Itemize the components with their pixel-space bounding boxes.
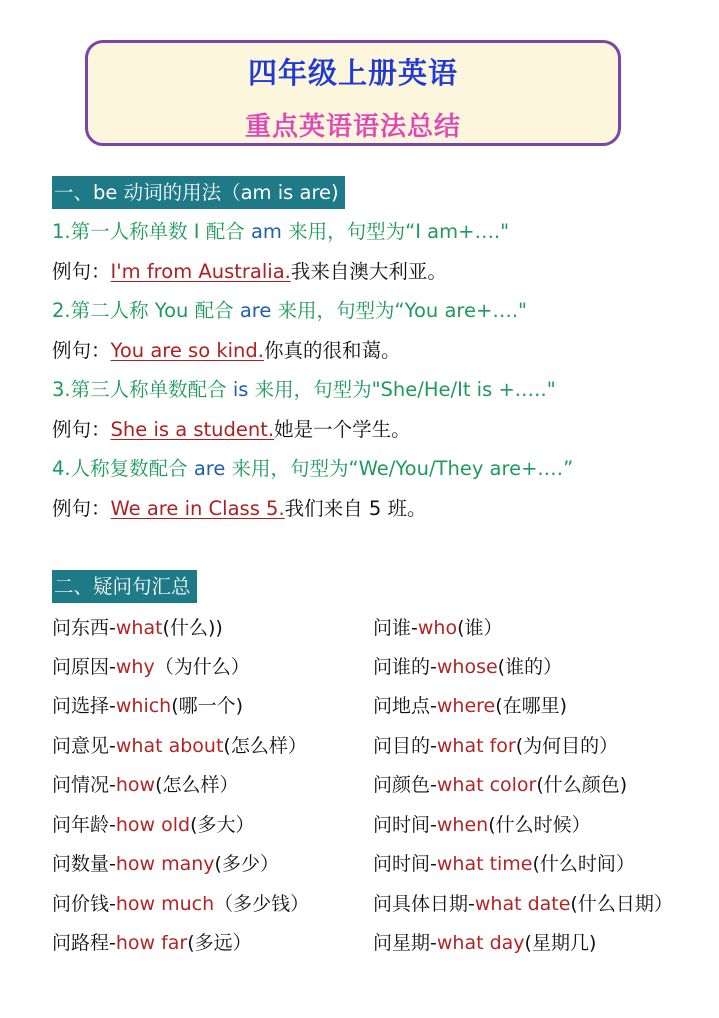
question-meaning: （为什么） <box>154 656 250 678</box>
question-prefix: 问具体日期- <box>373 893 475 915</box>
question-item <box>373 773 627 797</box>
question-meaning: (哪一个) <box>171 695 244 717</box>
section-heading-questions: 二、疑问句汇总 <box>52 570 197 603</box>
question-word: how <box>115 774 156 796</box>
question-item <box>52 931 252 955</box>
example-chinese: 她是一个学生。 <box>274 418 411 441</box>
example-label: 例句： <box>52 418 111 441</box>
rule-line-3 <box>52 378 556 402</box>
example-label: 例句： <box>52 497 111 520</box>
rule-keyword: are <box>239 299 272 322</box>
question-prefix: 问原因- <box>52 656 116 678</box>
rule-text: 3.第三人称单数配合 <box>52 378 233 401</box>
question-word: where <box>436 695 496 717</box>
question-item <box>373 694 567 718</box>
question-item <box>373 655 562 679</box>
example-chinese: 你真的很和蔼。 <box>264 339 401 362</box>
rule-text: 1.第一人称单数 I 配合 <box>52 220 251 243</box>
rule-text: 来用，句型为"She/He/It is +.…." <box>248 378 556 401</box>
question-word: who <box>417 617 458 639</box>
example-line-4 <box>52 497 426 521</box>
question-meaning: (多大） <box>190 814 255 836</box>
example-label: 例句： <box>52 260 111 283</box>
rule-keyword: are <box>193 457 226 480</box>
question-meaning: (谁的） <box>497 656 563 678</box>
example-line-2 <box>52 339 401 363</box>
question-item <box>52 813 255 837</box>
question-item <box>52 773 239 797</box>
question-prefix: 问东西- <box>52 617 116 639</box>
section-heading-be-verbs: 一、be 动词的用法（am is are) <box>52 176 345 209</box>
question-item <box>52 734 307 758</box>
question-item <box>373 813 591 837</box>
question-meaning: (什么时候） <box>488 814 591 836</box>
question-item <box>373 616 503 640</box>
rule-text: 来用，句型为“I am+…." <box>281 220 510 243</box>
question-prefix: 问数量- <box>52 853 116 875</box>
question-word: what <box>115 617 163 639</box>
question-meaning: (星期几) <box>524 932 597 954</box>
question-word: how far <box>115 932 188 954</box>
rule-text: 来用，句型为“You are+…." <box>271 299 528 322</box>
question-meaning: (多少） <box>214 853 279 875</box>
question-prefix: 问选择- <box>52 695 116 717</box>
question-word: when <box>436 814 489 836</box>
question-item <box>373 852 635 876</box>
question-item <box>373 931 596 955</box>
question-item <box>373 734 618 758</box>
question-word: what time <box>436 853 533 875</box>
question-word: what about <box>115 735 224 757</box>
question-prefix: 问时间- <box>373 853 437 875</box>
rule-text: 2.第二人称 You 配合 <box>52 299 240 322</box>
example-chinese: 我来自澳大利亚。 <box>290 260 447 283</box>
page-subtitle: 重点英语语法总结 <box>244 112 461 142</box>
question-item <box>52 852 279 876</box>
question-item <box>52 616 223 640</box>
question-word: which <box>115 695 172 717</box>
title-box <box>85 40 621 146</box>
question-word: whose <box>436 656 498 678</box>
rule-text: 4.人称复数配合 <box>52 457 194 480</box>
question-prefix: 问路程- <box>52 932 116 954</box>
question-word: why <box>115 656 155 678</box>
question-word: what day <box>436 932 525 954</box>
question-word: what color <box>436 774 537 796</box>
question-meaning: (怎么样） <box>223 735 307 757</box>
example-english: We are in Class 5. <box>110 497 285 520</box>
example-line-3 <box>52 418 411 442</box>
question-prefix: 问意见- <box>52 735 116 757</box>
question-meaning: (在哪里) <box>495 695 568 717</box>
question-prefix: 问谁- <box>373 617 418 639</box>
example-english: You are so kind. <box>110 339 264 362</box>
question-word: what for <box>436 735 516 757</box>
rule-keyword: is <box>232 378 249 401</box>
question-item <box>52 694 243 718</box>
question-meaning: (怎么样） <box>155 774 239 796</box>
example-english: She is a student. <box>110 418 275 441</box>
question-word: what date <box>474 893 571 915</box>
question-word: how many <box>115 853 215 875</box>
example-chinese: 我们来自 5 班。 <box>284 497 427 520</box>
question-meaning: (什么时间） <box>532 853 635 875</box>
question-item <box>373 892 673 916</box>
question-prefix: 问价钱- <box>52 893 116 915</box>
question-meaning: (多远） <box>187 932 252 954</box>
question-item <box>52 655 250 679</box>
rule-line-1 <box>52 220 509 244</box>
example-line-1 <box>52 260 447 284</box>
question-word: how old <box>115 814 191 836</box>
rule-line-2 <box>52 299 527 323</box>
rule-line-4 <box>52 457 573 481</box>
question-meaning: (什么日期） <box>570 893 673 915</box>
question-item <box>52 892 309 916</box>
question-prefix: 问年龄- <box>52 814 116 836</box>
rule-text: 来用，句型为“We/You/They are+.…” <box>225 457 574 480</box>
rule-keyword: am <box>250 220 282 243</box>
question-prefix: 问谁的- <box>373 656 437 678</box>
question-prefix: 问时间- <box>373 814 437 836</box>
example-label: 例句： <box>52 339 111 362</box>
question-meaning: (为何目的） <box>515 735 619 757</box>
question-meaning: (谁） <box>457 617 503 639</box>
question-prefix: 问情况- <box>52 774 116 796</box>
question-prefix: 问地点- <box>373 695 437 717</box>
page-title: 四年级上册英语 <box>247 56 458 90</box>
example-english: I'm from Australia. <box>110 260 291 283</box>
question-meaning: （多少钱） <box>214 893 310 915</box>
question-prefix: 问星期- <box>373 932 437 954</box>
question-meaning: (什么颜色) <box>536 774 628 796</box>
question-prefix: 问颜色- <box>373 774 437 796</box>
question-meaning: (什么)) <box>162 617 223 639</box>
question-prefix: 问目的- <box>373 735 437 757</box>
question-word: how much <box>115 893 215 915</box>
